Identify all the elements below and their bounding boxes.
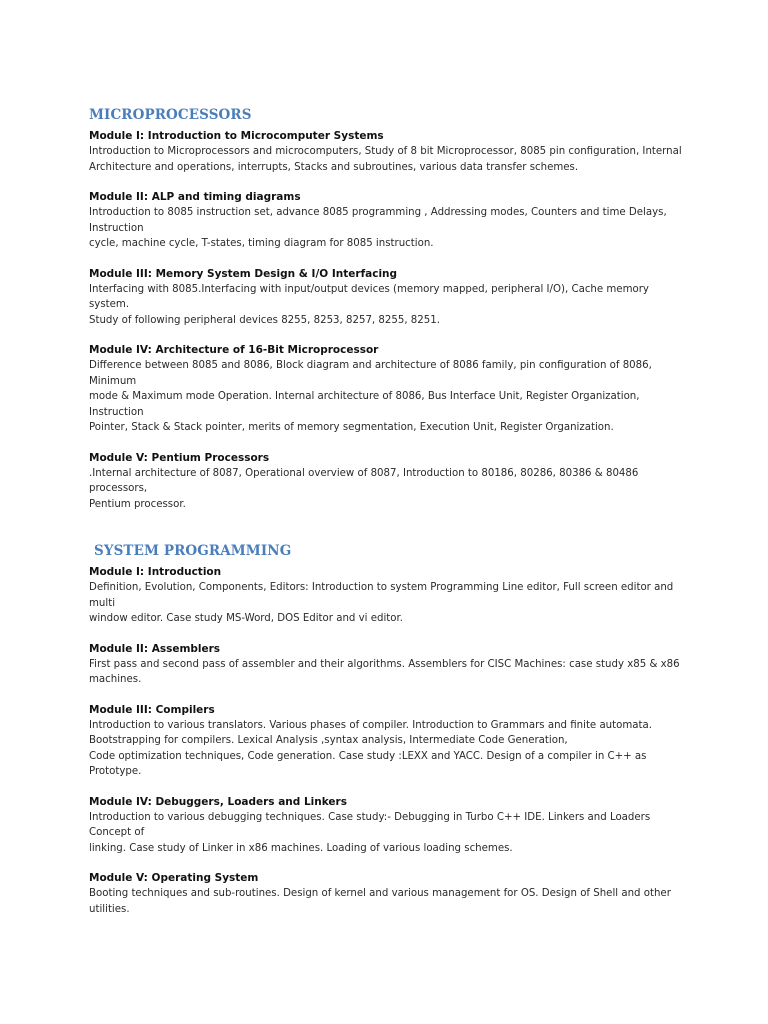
module-description-line: Definition, Evolution, Components, Editors: Introduction to system Programming Line editor, Full screen editor and multi bbox=[89, 582, 674, 609]
module-description bbox=[89, 358, 689, 436]
module-block bbox=[89, 795, 689, 857]
module-title: Module IV: Debuggers, Loaders and Linkers bbox=[89, 795, 347, 808]
module-description-line: linking. Case study of Linker in x86 machines. Loading of various loading schemes. bbox=[89, 842, 513, 854]
module-block bbox=[89, 871, 689, 917]
module-description bbox=[89, 205, 689, 252]
module-block bbox=[89, 703, 689, 780]
module-description-line: Booting techniques and sub-routines. Design of kernel and various management for OS. Design of Shell and other utilities. bbox=[89, 888, 671, 915]
module-title: Module I: Introduction to Microcomputer Systems bbox=[89, 130, 384, 142]
module-description-line: First pass and second pass of assembler and their algorithms. Assemblers for CISC Machines: case study x85 & x86 bbox=[89, 658, 680, 670]
section-title: MICROPROCESSORS bbox=[89, 107, 252, 123]
module-description-line: window editor. Case study MS-Word, DOS Editor and vi editor. bbox=[89, 613, 403, 624]
module-description-line: Code optimization techniques, Code generation. Case study :LEXX and YACC. Design of a compiler in C++ as Prototype. bbox=[89, 750, 647, 777]
module-description bbox=[89, 718, 689, 780]
module-block bbox=[89, 343, 689, 436]
section-title: SYSTEM PROGRAMMING bbox=[94, 543, 292, 559]
module-description-line: Pentium processor. bbox=[89, 498, 186, 510]
module-description-line: mode & Maximum mode Operation. Internal architecture of 8086, Bus Interface Unit, Register Organization, Instruction bbox=[89, 391, 640, 418]
module-title: Module II: Assemblers bbox=[89, 642, 221, 655]
module-block bbox=[89, 190, 689, 252]
module-title: Module IV: Architecture of 16-Bit Microprocessor bbox=[89, 344, 379, 356]
module-block bbox=[89, 267, 689, 329]
module-description-line: Bootstrapping for compilers. Lexical Analysis ,syntax analysis, Intermediate Code Generation, bbox=[89, 735, 568, 746]
module-description-line: Architecture and operations, interrupts, Stacks and subroutines, various data transfer schemes. bbox=[89, 161, 579, 173]
module-description-line: Introduction to various debugging techniques. Case study:- Debugging in Turbo C++ IDE. Linkers and Loaders Concept of bbox=[89, 811, 651, 838]
module-title: Module V: Operating System bbox=[89, 872, 259, 884]
module-title: Module III: Memory System Design & I/O Interfacing bbox=[89, 267, 398, 280]
module-description bbox=[89, 144, 689, 175]
module-description bbox=[89, 466, 689, 513]
module-description bbox=[89, 282, 689, 329]
module-description bbox=[89, 580, 689, 627]
module-description-line: Introduction to various translators. Various phases of compiler. Introduction to Grammars and finite automata. bbox=[89, 719, 653, 731]
module-description bbox=[89, 657, 689, 688]
module-block bbox=[89, 565, 689, 627]
module-description bbox=[89, 810, 689, 857]
module-title: Module II: ALP and timing diagrams bbox=[89, 191, 301, 203]
module-description-line: Introduction to Microprocessors and microcomputers, Study of 8 bit Microprocessor, 8085 pin configuration, Internal bbox=[89, 146, 682, 157]
module-block bbox=[89, 642, 689, 688]
module-title: Module I: Introduction bbox=[89, 566, 222, 578]
module-description-line: Difference between 8085 and 8086, Block diagram and architecture of 8086 family, pin configuration of 8086, Minimum bbox=[89, 360, 652, 387]
module-block bbox=[89, 451, 689, 513]
module-description-line: Introduction to 8085 instruction set, advance 8085 programming , Addressing modes, Counters and time Delays, Instruction bbox=[89, 207, 667, 234]
module-title: Module V: Pentium Processors bbox=[89, 451, 270, 464]
module-description bbox=[89, 886, 689, 917]
module-description-line: machines. bbox=[89, 674, 142, 685]
section-system-programming bbox=[89, 543, 689, 917]
module-description-line: Study of following peripheral devices 8255, 8253, 8257, 8255, 8251. bbox=[89, 314, 440, 326]
module-description-line: Pointer, Stack & Stack pointer, merits of memory segmentation, Execution Unit, Register Organization. bbox=[89, 422, 614, 433]
section-spacer bbox=[89, 527, 689, 543]
module-description-line: Interfacing with 8085.Interfacing with input/output devices (memory mapped, peripheral I/O), Cache memory system. bbox=[89, 283, 649, 310]
section-microprocessors bbox=[89, 107, 689, 512]
module-title: Module III: Compilers bbox=[89, 703, 215, 716]
module-block bbox=[89, 129, 689, 175]
syllabus-document bbox=[89, 107, 689, 932]
module-description-line: .Internal architecture of 8087, Operational overview of 8087, Introduction to 80186, 80286, 80386 & 80486 processors, bbox=[89, 467, 639, 494]
module-description-line: cycle, machine cycle, T-states, timing diagram for 8085 instruction. bbox=[89, 238, 434, 249]
